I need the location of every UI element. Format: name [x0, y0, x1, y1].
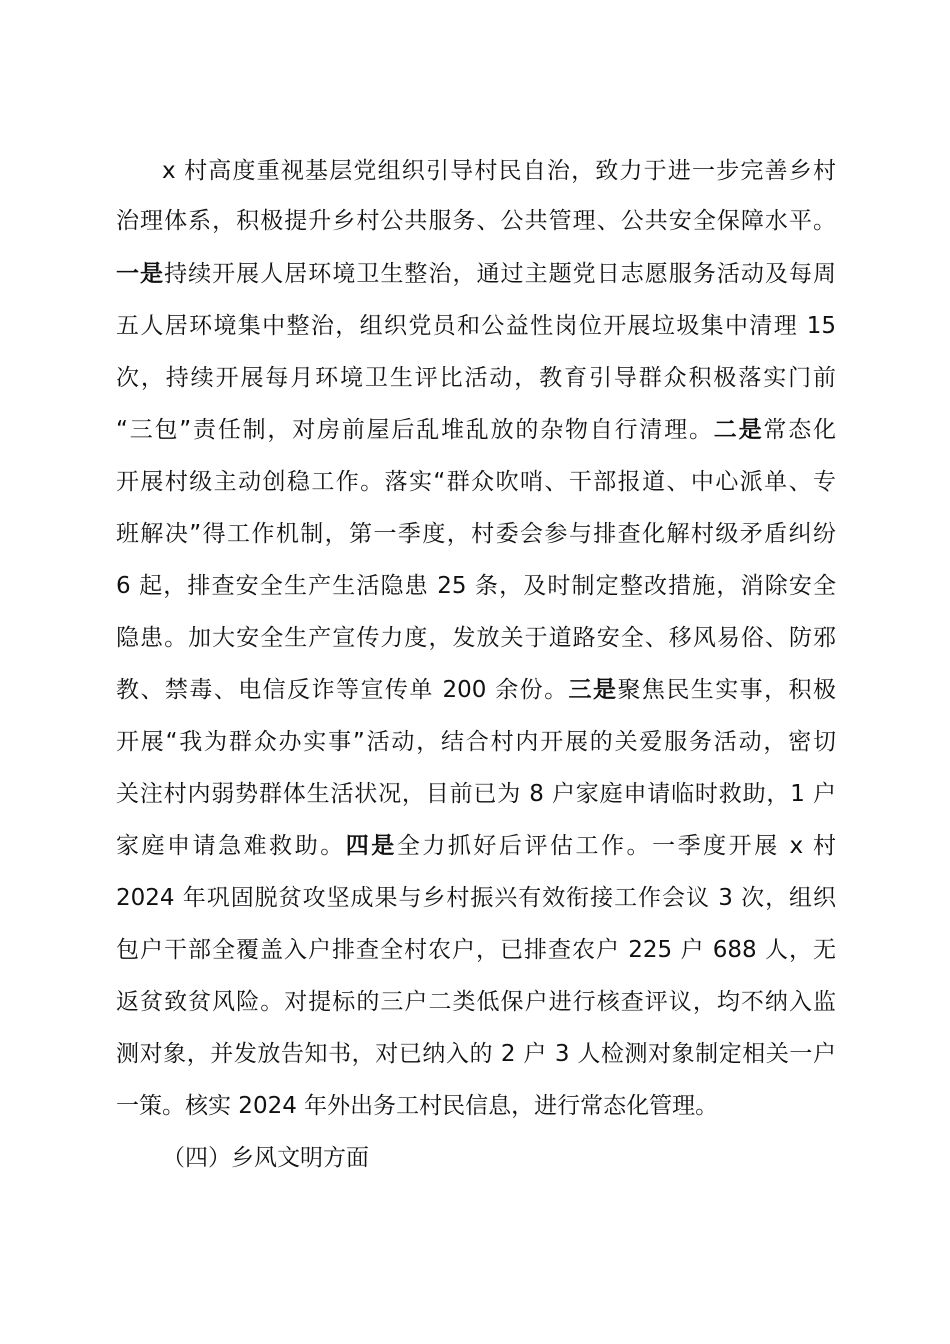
line-text: 持续开展人居环境卫生整治，通过主题党日志愿服务活动及每周	[164, 261, 837, 287]
line-text: 家庭申请急难救助。	[116, 833, 346, 859]
bold-marker: 一是	[116, 261, 165, 287]
paragraph-line: 返贫致贫风险。对提标的三户二类低保户进行核查评议，均不纳入监	[116, 989, 836, 1015]
paragraph-line	[116, 254, 836, 294]
bold-marker: 三是	[568, 677, 618, 703]
bold-marker: 四是	[345, 833, 397, 859]
line-text: “三包”责任制，对房前屋后乱堆乱放的杂物自行清理。	[116, 417, 714, 443]
paragraph-line: 测对象，并发放告知书，对已纳入的 2 户 3 人检测对象制定相关一户	[116, 1041, 836, 1067]
line-text: 全力抓好后评估工作。一季度开展 x 村	[396, 833, 837, 859]
paragraph-line: 包户干部全覆盖入户排查全村农户，已排查农户 225 户 688 人，无	[116, 937, 836, 963]
paragraph-line: 开展“我为群众办实事”活动，结合村内开展的关爱服务活动，密切	[116, 729, 836, 755]
paragraph-line: 关注村内弱势群体生活状况，目前已为 8 户家庭申请临时救助，1 户	[116, 781, 836, 807]
line-text: 教、禁毒、电信反诈等宣传单 200 余份。	[116, 677, 569, 703]
paragraph-line: 治理体系，积极提升乡村公共服务、公共管理、公共安全保障水平。	[116, 208, 836, 234]
line-text: 聚焦民生实事，积极	[617, 677, 836, 703]
paragraph-line: 6 起，排查安全生产生活隐患 25 条，及时制定整改措施，消除安全	[116, 573, 836, 599]
paragraph-line: 开展村级主动创稳工作。落实“群众吹哨、干部报道、中心派单、专	[116, 469, 836, 495]
section-heading: （四）乡风文明方面	[162, 1145, 369, 1171]
paragraph-line	[116, 670, 836, 710]
paragraph-line: 隐患。加大安全生产宣传力度，发放关于道路安全、移风易俗、防邪	[116, 625, 836, 651]
paragraph-line	[116, 410, 836, 450]
bold-marker: 二是	[713, 417, 764, 443]
paragraph-line: 五人居环境集中整治，组织党员和公益性岗位开展垃圾集中清理 15	[116, 313, 836, 339]
paragraph-line: 班解决”得工作机制，第一季度，村委会参与排查化解村级矛盾纠纷	[116, 521, 836, 547]
line-text: 常态化	[763, 417, 837, 443]
paragraph-line: 2024 年巩固脱贫攻坚成果与乡村振兴有效衔接工作会议 3 次，组织	[116, 885, 836, 911]
paragraph-line	[116, 826, 836, 866]
paragraph-line: x 村高度重视基层党组织引导村民自治，致力于进一步完善乡村	[162, 158, 836, 184]
paragraph-line: 次，持续开展每月环境卫生评比活动，教育引导群众积极落实门前	[116, 365, 836, 391]
paragraph-line: 一策。核实 2024 年外出务工村民信息，进行常态化管理。	[116, 1093, 719, 1119]
